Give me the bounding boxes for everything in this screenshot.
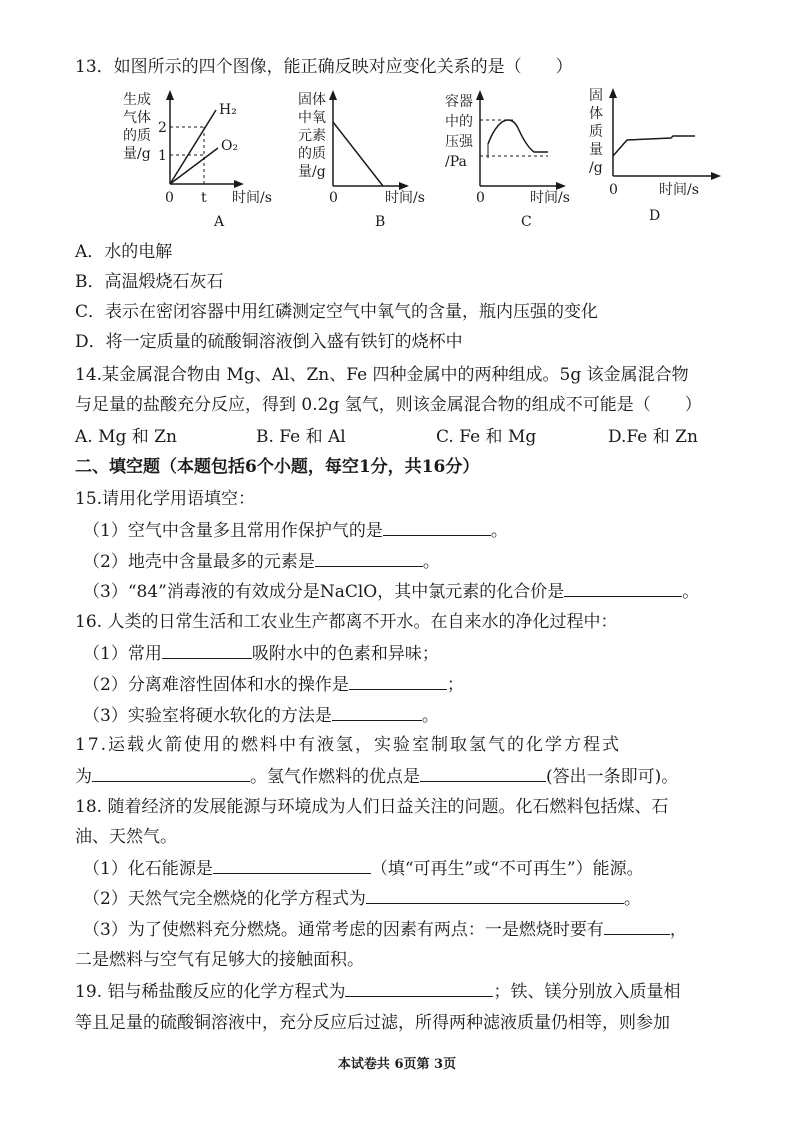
graph-b-ylabel-1: 固体 [298,92,326,108]
q15-part-1-end: 。 [490,521,508,541]
q14-line-1: 14.某金属混合物由 Mg、Al、Zn、Fe 四种金属中的两种组成。5g 该金属混合物 [75,365,689,385]
graph-a-tlabel: t [201,190,207,206]
q16-part-2 [83,673,464,696]
q17-line-2-text-c: (答出一条即可)。 [546,767,679,787]
graph-b-ylabel-2: 中氧 [298,110,326,126]
q17-line-2-text-a: 为 [75,767,92,787]
q15-part-3-text: （3）“84”消毒液的有效成分是NaClO，其中氯元素的化合价是 [83,582,565,602]
q15-part-3 [83,580,699,603]
q15-part-3-end: 。 [682,582,700,602]
q16-part-3 [83,704,439,727]
q18-line-1: 18. 随着经济的发展能源与环境成为人们日益关注的问题。化石燃料包括煤、石 [75,797,669,817]
q18-part-2 [83,887,641,910]
q18-blank-3[interactable] [604,918,670,935]
q16-part-3-end: 。 [421,706,439,726]
graph-a-ylabel-2: 气体 [123,110,151,126]
q18-part-1-text-a: （1）化石能源是 [83,859,213,879]
q14-line-2: 与足量的盐酸充分反应，得到 0.2g 氢气，则该金属混合物的组成不可能是（ ） [75,395,702,415]
graph-a-ylabel-1: 生成 [123,92,151,108]
q16-blank-1[interactable] [162,642,252,659]
graph-c [442,88,582,233]
q13-stem: 13．如图所示的四个图像，能正确反映对应变化关系的是（ ） [75,57,573,77]
q15-part-2 [83,550,440,573]
q13-option-d: D．将一定质量的硫酸铜溶液倒入盛有铁钉的烧杯中 [75,332,463,352]
graph-a-letter: A [214,214,225,230]
q16-part-1-text-b: 吸附水中的色素和异味； [251,644,439,664]
graph-d-ylabel-3: 质 [589,124,603,140]
graph-a-series-o2: O₂ [221,138,239,154]
q18-part-1-text-b: （填“可再生”或“不可再生”）能源。 [370,859,644,879]
q16-stem: 16. 人类的日常生活和工农业生产都离不开水。在自来水的净化过程中： [75,612,618,632]
graph-d-ylabel-2: 体 [589,106,603,122]
q13-option-a: A．水的电解 [75,242,173,262]
q16-blank-2[interactable] [349,673,447,690]
section-2-heading: 二、填空题（本题包括6个小题，每空1分，共16分） [75,457,480,477]
q17-line-2-text-b: 。氢气作燃料的优点是 [250,767,420,787]
q13-option-b: B．高温煅烧石灰石 [75,272,224,292]
q19-line-2: 等且足量的硫酸铜溶液中，充分反应后过滤，所得两种滤液质量仍相等，则参加 [75,1013,670,1033]
page-footer: 本试卷共 6页第 3页 [337,1057,457,1072]
q15-blank-2[interactable] [315,550,423,567]
graph-c-ylabel-1: 容器 [445,94,473,110]
q14-option-c: C. Fe 和 Mg [436,427,537,447]
q15-part-1 [83,519,508,542]
graph-a-h2-line [170,110,216,184]
graph-a-tick-2: 2 [158,120,167,136]
q18-line-6: 二是燃料与空气有足够大的接触面积。 [75,950,364,970]
graph-d-line [613,136,695,156]
q16-part-2-end: ； [446,675,464,695]
q16-part-3-text: （3）实验室将硬水软化的方法是 [83,706,332,726]
graph-c-origin: 0 [476,190,485,206]
q13-option-c: C．表示在密闭容器中用红磷测定空气中氧气的含量，瓶内压强的变化 [75,302,599,322]
q17-blank-2[interactable] [420,765,546,782]
graph-d-xlabel: 时间/s [659,182,699,198]
q14-option-d: D.Fe 和 Zn [608,427,698,447]
q18-blank-1[interactable] [213,857,371,874]
graph-b-line [333,122,383,186]
q16-part-1 [83,642,439,665]
graph-d-origin: 0 [609,182,618,198]
q18-blank-2[interactable] [366,887,624,904]
graph-a-xlabel: 时间/s [232,190,272,206]
graph-b-letter: B [375,214,386,230]
q18-part-1 [83,857,644,880]
graph-c-curve [488,120,548,152]
q15-stem: 15.请用化学用语填空： [75,489,256,509]
graph-b-xlabel: 时间/s [385,190,425,206]
q18-part-2-end: 。 [623,889,641,909]
q16-part-2-text: （2）分离难溶性固体和水的操作是 [83,675,349,695]
graph-c-letter: C [521,214,532,230]
graph-a-ylabel-4: 量/g [123,146,151,162]
q15-part-1-text: （1）空气中含量多且常用作保护气的是 [83,521,383,541]
q15-part-2-end: 。 [422,552,440,572]
q19-blank-1[interactable] [345,980,493,997]
q19-line-1-text-b: ；铁、镁分别放入质量相 [493,982,681,1002]
graph-c-xlabel: 时间/s [530,190,570,206]
graph-c-ylabel-2: 中的 [445,114,473,130]
q18-part-3 [83,918,687,941]
graph-a-tick-1: 1 [158,148,167,164]
graph-b-ylabel-3: 元素 [298,128,326,144]
q16-part-1-text-a: （1）常用 [83,644,162,664]
q17-line-2 [75,765,678,788]
graph-a-o2-line [170,148,218,184]
graph-a-origin: 0 [165,190,174,206]
q18-part-3-text: （3）为了使燃料充分燃烧。通常考虑的因素有两点：一是燃烧时要有 [83,920,604,940]
q15-blank-1[interactable] [383,519,491,536]
graph-b [293,88,443,233]
graph-b-ylabel-5: 量/g [298,164,326,180]
q15-blank-3[interactable] [564,580,682,597]
graph-b-origin: 0 [329,190,338,206]
q19-line-1 [75,980,680,1003]
q19-line-1-text-a: 19. 铝与稀盐酸反应的化学方程式为 [75,982,346,1002]
graph-d-ylabel-4: 量 [589,142,603,158]
graph-c-ylabel-3: 压强 [445,134,473,150]
graph-a-ylabel-3: 的质 [123,128,151,144]
q17-blank-1[interactable] [92,765,250,782]
q18-line-2: 油、天然气。 [75,827,177,847]
graph-b-ylabel-4: 的质 [298,146,326,162]
q14-option-a: A. Mg 和 Zn [75,427,177,447]
graph-d-letter: D [649,208,661,224]
q14-option-b: B. Fe 和 Al [256,427,346,447]
q16-blank-3[interactable] [332,704,422,721]
q18-part-3-end: ， [669,920,687,940]
graph-a [118,88,278,233]
graph-d-ylabel-5: /g [589,160,603,176]
q15-part-2-text: （2）地壳中含量最多的元素是 [83,552,315,572]
graph-d-ylabel-1: 固 [589,88,603,104]
q17-line-1: 17.运载火箭使用的燃料中有液氢，实验室制取氢气的化学方程式 [75,735,622,755]
q18-part-2-text: （2）天然气完全燃烧的化学方程式为 [83,889,366,909]
graph-a-series-h2: H₂ [219,102,237,118]
graph-d [585,86,735,231]
graph-c-ylabel-4: /Pa [445,154,467,170]
